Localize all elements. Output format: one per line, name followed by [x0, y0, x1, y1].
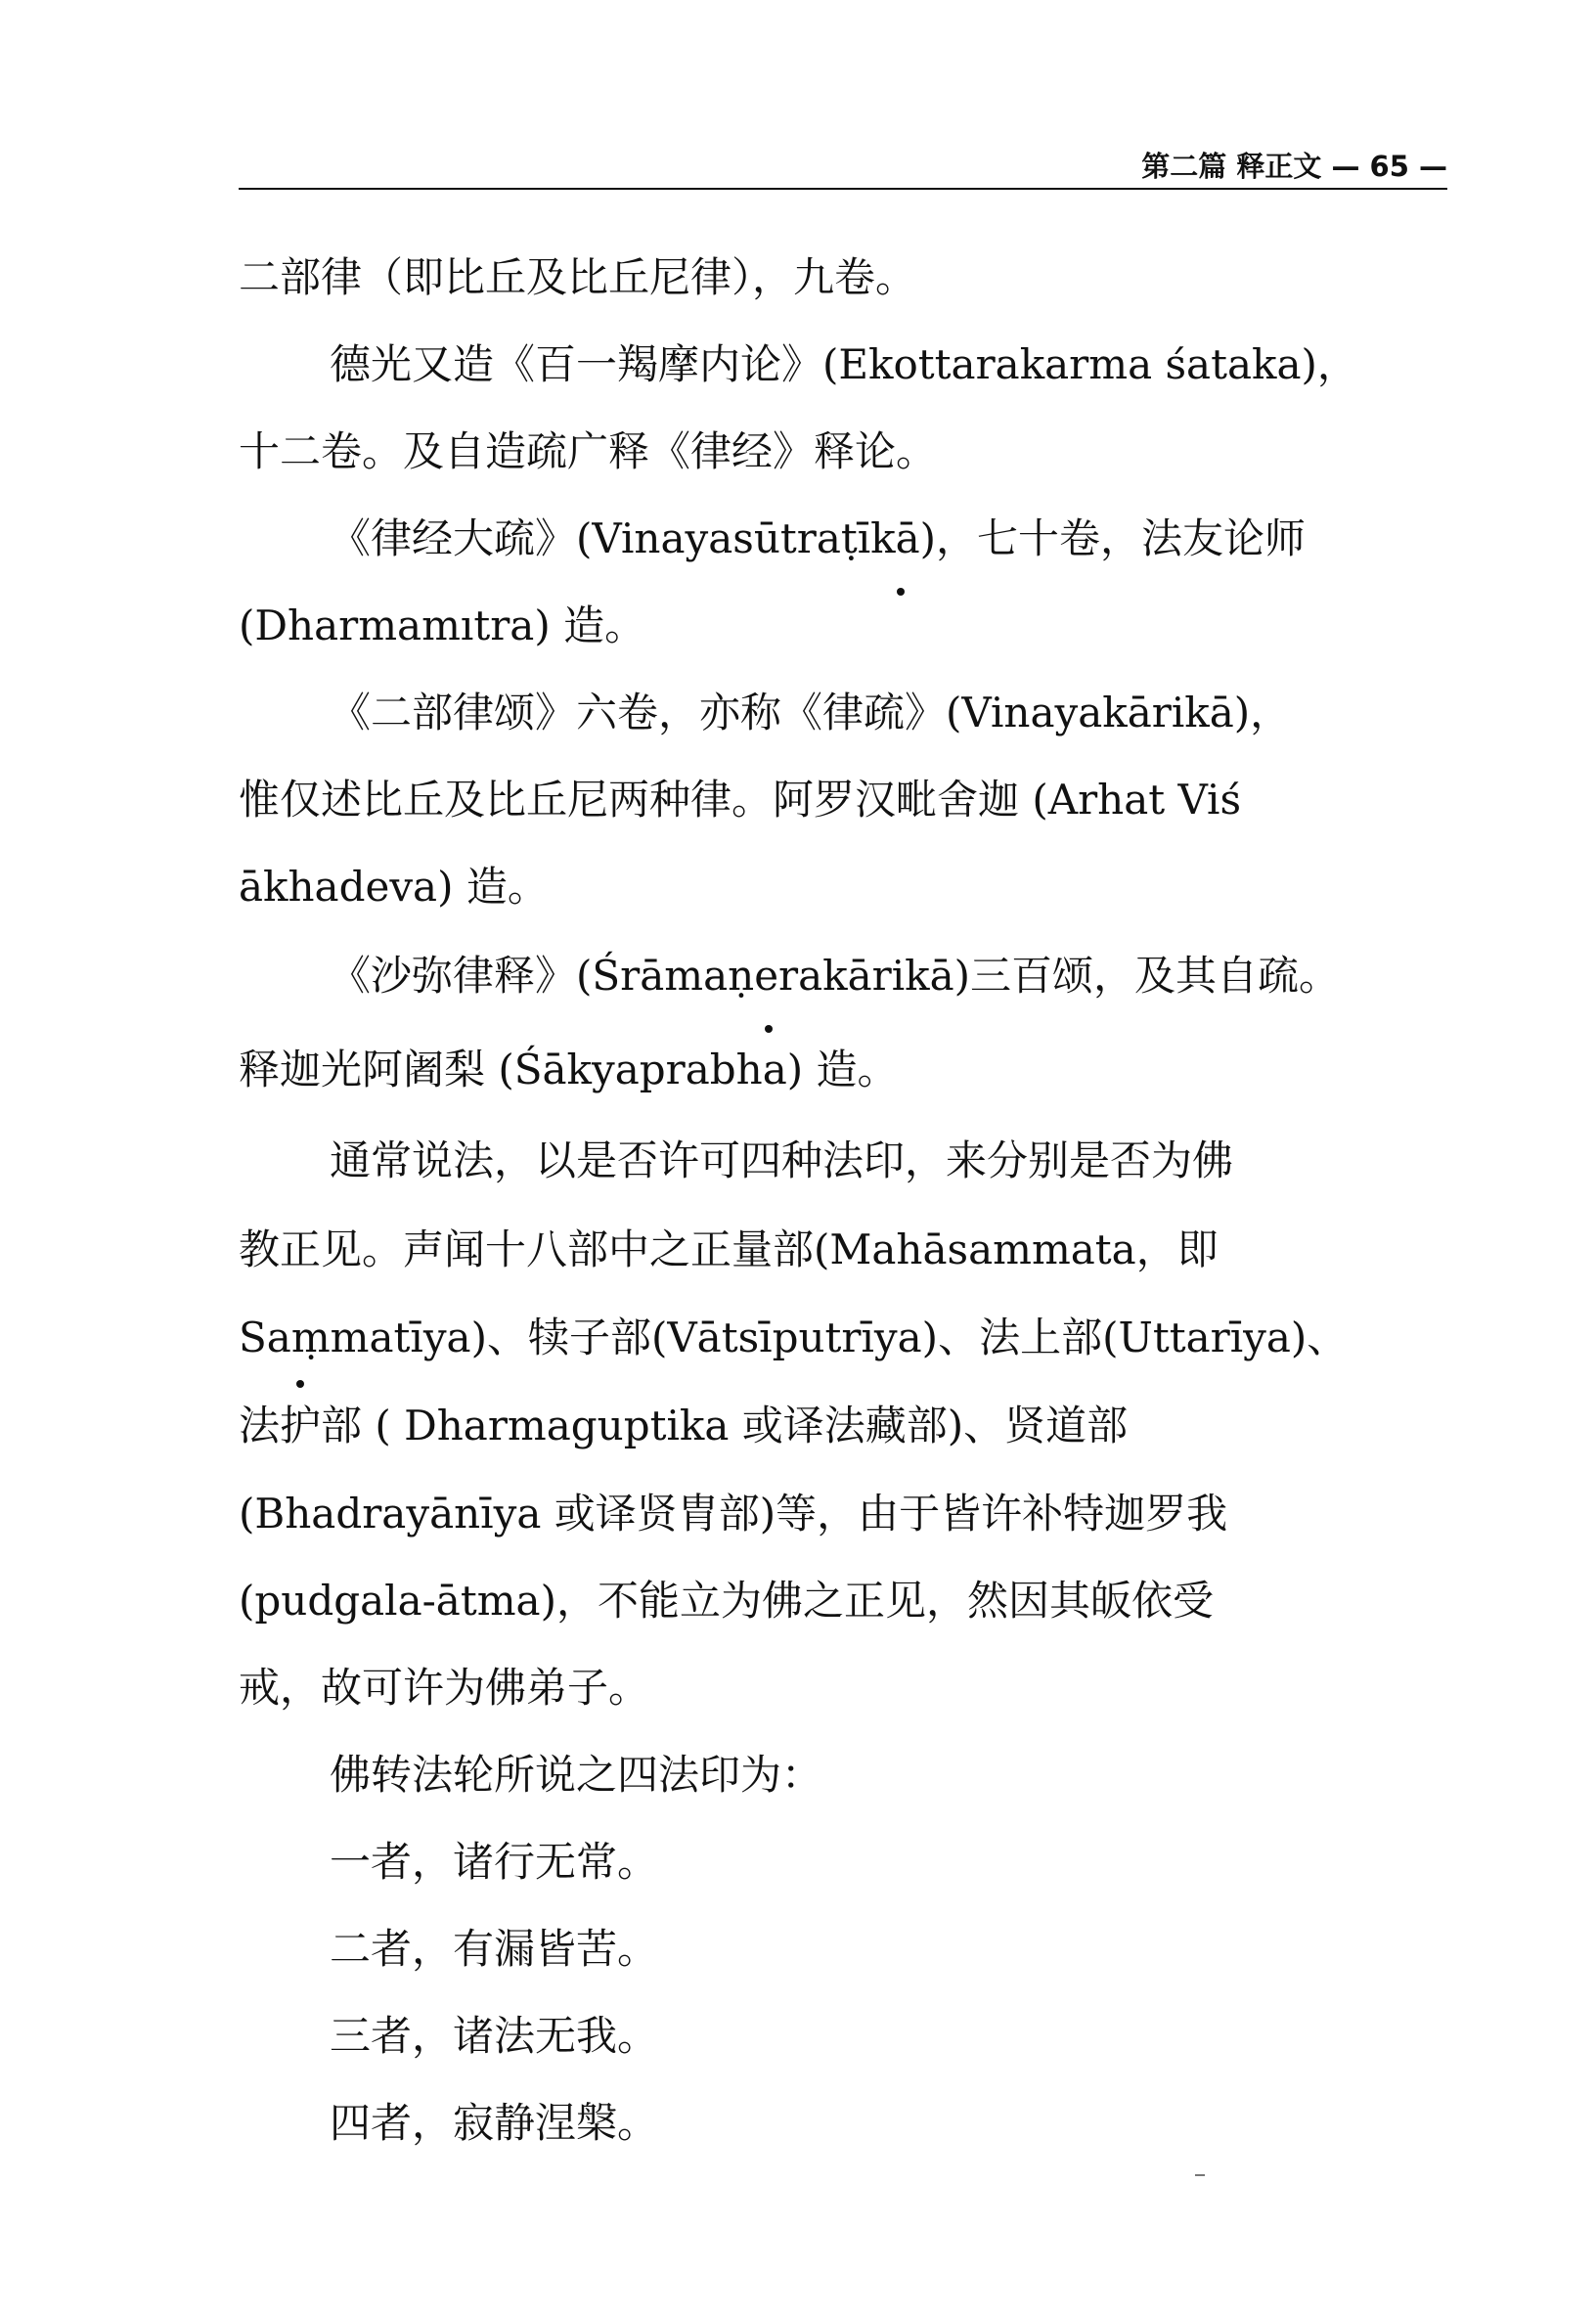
diacritic-dot: [765, 1025, 773, 1033]
text-line: 佛转法轮所说之四法印为：: [330, 1751, 823, 1799]
diacritic-dot: [296, 1380, 304, 1388]
text-line: 惟仅述比丘及比丘尼两种律。阿罗汉毗舍迦 (Arhat Viś: [239, 776, 1242, 824]
text-line: 教正见。声闻十八部中之正量部(Mahāsammata，即: [239, 1225, 1219, 1273]
text-line: 法护部 ( Dharmaguptika 或译法藏部)、贤道部: [239, 1402, 1129, 1449]
text-line: 戒，故可许为佛弟子。: [239, 1664, 650, 1712]
text-line: Saṃmatīya)、犊子部(Vātsīputrīya)、法上部(Uttarīya)、: [239, 1314, 1349, 1361]
text-line: 《沙弥律释》(Śrāmaṇerakārikā)三百颂，及其自疏。: [330, 952, 1341, 1000]
text-line: 《律经大疏》(Vinayasūtraṭīkā)，七十卷，法友论师: [330, 514, 1307, 562]
scan-speck: [1195, 2174, 1205, 2176]
text-line: (Dharmamıtra) 造。: [239, 602, 646, 649]
text-line: 德光又造《百一羯摩内论》(Ekottarakarma śataka)，: [330, 340, 1358, 388]
text-line: ākhadeva) 造。: [239, 863, 549, 911]
text-line: 一者，诸行无常。: [330, 1838, 659, 1886]
text-line: 四者，寂静涅槃。: [330, 2099, 659, 2147]
text-line: 十二卷。及自造疏广释《律经》释论。: [239, 427, 938, 475]
text-line: 《二部律颂》六卷，亦称《律疏》(Vinayakārikā)，: [330, 689, 1292, 736]
text-line: 二部律（即比丘及比丘尼律），九卷。: [239, 253, 917, 301]
text-line: 释迦光阿阇梨 (Śākyaprabha) 造。: [239, 1046, 899, 1093]
text-line: 二者，有漏皆苦。: [330, 1925, 659, 1973]
diacritic-dot: [897, 588, 905, 596]
text-line: 三者，诸法无我。: [330, 2012, 659, 2060]
running-head: 第二篇 释正文 — 65 —: [239, 145, 1447, 190]
text-line: (pudgala-ātma)，不能立为佛之正见，然因其皈依受: [239, 1577, 1214, 1625]
text-line: 通常说法，以是否许可四种法印，来分别是否为佛: [330, 1136, 1234, 1184]
text-line: (Bhadrayānīya 或译贤胄部)等，由于皆许补特迦罗我: [239, 1490, 1228, 1537]
